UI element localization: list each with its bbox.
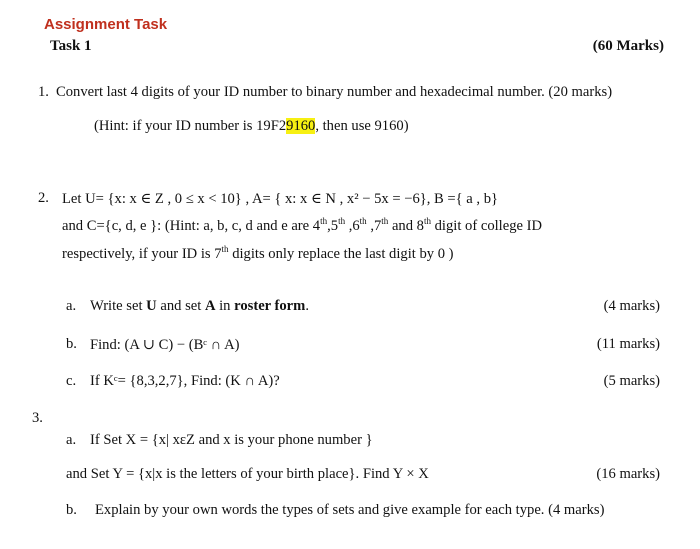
q3b-text: Explain by your own words the types of sets and give example for each type. (4 marks): [95, 502, 605, 518]
q3a-line2: and Set Y = {x|x is the letters of your birth place}. Find Y × X: [66, 466, 429, 482]
q2a-end: .: [305, 298, 309, 314]
q2a-in: in: [215, 298, 235, 314]
q2a-set-a: A: [204, 298, 216, 314]
q2a-pre: Write set: [90, 298, 147, 314]
q2a-marks: (4 marks): [603, 298, 660, 314]
q1-hint-highlight: 9160: [286, 118, 316, 134]
q2c-text: If Kᶜ= {8,3,2,7}, Find: (K ∩ A)?: [90, 373, 280, 389]
sup-th-7: th: [381, 216, 389, 227]
q3a-label: a.: [66, 432, 77, 448]
q2c-marks: (5 marks): [603, 373, 660, 389]
q2-line2: [62, 218, 542, 235]
q2a-mid: and set: [156, 298, 205, 314]
q2-line2-b: ,5: [327, 218, 339, 234]
q2-line2-f: digit of college ID: [430, 218, 543, 234]
sup-th-8: th: [423, 216, 431, 227]
assignment-title: Assignment Task: [44, 16, 168, 33]
q2-line2-c: ,6: [345, 218, 360, 234]
q2-line3-a: respectively, if your ID is 7: [62, 246, 222, 262]
q3-number: 3.: [32, 410, 43, 426]
q1-hint: [94, 118, 409, 135]
q2a-set-u: U: [146, 298, 157, 314]
q2a-label: a.: [66, 298, 77, 314]
q2a-roster: roster form: [234, 298, 306, 314]
q1-hint-post: , then use 9160): [315, 118, 409, 134]
q3b-label: b.: [66, 502, 77, 518]
total-marks: (60 Marks): [592, 38, 664, 54]
q2-line1: Let U= {x: x ∈ Z , 0 ≤ x < 10} , A= { x: x ∈ N , x² − 5x = −6}, B ={ a , b}: [62, 191, 499, 207]
q2-line2-e: and 8: [388, 218, 424, 234]
q3a-marks: (16 marks): [596, 466, 660, 482]
sup-th-6: th: [359, 216, 367, 227]
q1-number: 1.: [38, 84, 49, 100]
q2b-label: b.: [66, 336, 77, 352]
sup-th-5: th: [338, 216, 346, 227]
q2-number: 2.: [38, 190, 49, 206]
q2-line3-b: digits only replace the last digit by 0 ): [228, 246, 454, 262]
q3a-text: If Set X = {x| xεZ and x is your phone number }: [90, 432, 373, 448]
q2a-text: [90, 298, 309, 315]
q2-line2-a: and C={c, d, e }: (Hint: a, b, c, d and e are 4: [62, 218, 321, 234]
sup-th-id: th: [221, 244, 229, 255]
q1-text: Convert last 4 digits of your ID number to binary number and hexadecimal number. (20 marks): [56, 84, 613, 100]
q1-hint-pre: (Hint: if your ID number is 19F2: [94, 118, 287, 134]
task-heading: Task 1: [50, 38, 92, 54]
q2-line3: [62, 246, 454, 263]
q2b-text: Find: (A ∪ C) − (Bᶜ ∩ A): [90, 337, 240, 353]
q2b-marks: (11 marks): [596, 336, 660, 352]
q2-line2-d: ,7: [366, 218, 382, 234]
q2c-label: c.: [66, 373, 77, 389]
sup-th-4: th: [320, 216, 328, 227]
